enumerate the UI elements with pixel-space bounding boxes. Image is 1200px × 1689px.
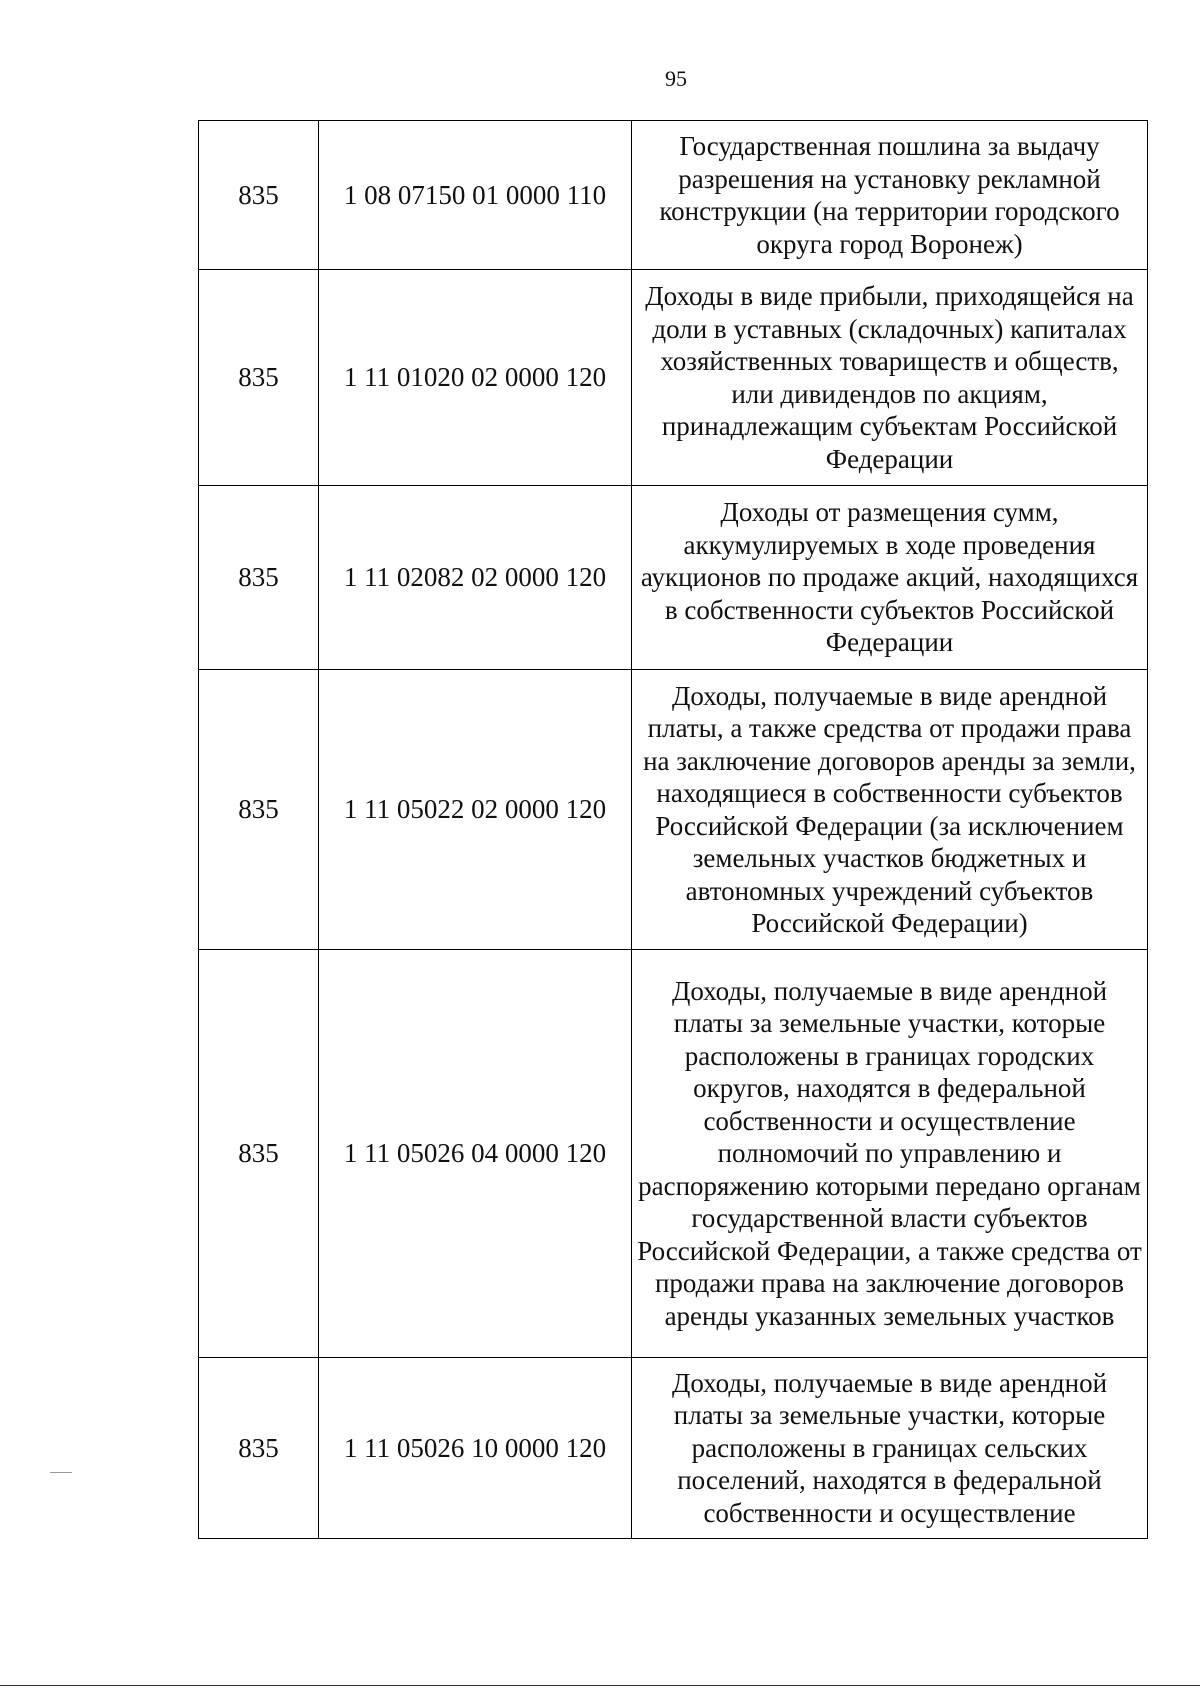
table-row bbox=[199, 1358, 1148, 1539]
budget-code-cell: 1 11 05022 02 0000 120 bbox=[319, 670, 632, 950]
table-row bbox=[199, 950, 1148, 1358]
admin-code-cell: 835 bbox=[199, 950, 319, 1358]
revenue-code-table bbox=[198, 120, 1148, 1539]
budget-code-cell: 1 11 02082 02 0000 120 bbox=[319, 486, 632, 670]
table-row bbox=[199, 486, 1148, 670]
description-cell: Доходы, получаемые в виде арендной платы, а также средства от продажи права на заключение договоров аренды за земли, находящиеся в собственности субъектов Российской Федерации (за исключением земельных участков бюджетных и автономных учреждений субъектов Российской Федерации) bbox=[632, 670, 1148, 950]
page-number: 95 bbox=[665, 66, 687, 91]
table-row bbox=[199, 670, 1148, 950]
budget-code-cell: 1 08 07150 01 0000 110 bbox=[319, 121, 632, 270]
description-cell: Доходы, получаемые в виде арендной платы за земельные участки, которые расположены в границах городских округов, находятся в федеральной собственности и осуществление полномочий по управлению и распоряжению которыми передано органам государственной власти субъектов Российской Федерации, а также средства от продажи права на заключение договоров аренды указанных земельных участков bbox=[632, 950, 1148, 1358]
margin-mark bbox=[50, 1472, 72, 1473]
description-cell: Доходы от размещения сумм, аккумулируемых в ходе проведения аукционов по продаже акций, находящихся в собственности субъектов Российской Федерации bbox=[632, 486, 1148, 670]
budget-code-cell: 1 11 05026 04 0000 120 bbox=[319, 950, 632, 1358]
page-bottom-rule bbox=[0, 1685, 1200, 1686]
table-row bbox=[199, 270, 1148, 486]
admin-code-cell: 835 bbox=[199, 270, 319, 486]
budget-code-cell: 1 11 05026 10 0000 120 bbox=[319, 1358, 632, 1539]
admin-code-cell: 835 bbox=[199, 670, 319, 950]
description-cell: Государственная пошлина за выдачу разрешения на установку рекламной конструкции (на территории городского округа город Воронеж) bbox=[632, 121, 1148, 270]
budget-code-cell: 1 11 01020 02 0000 120 bbox=[319, 270, 632, 486]
table-row bbox=[199, 121, 1148, 270]
description-cell: Доходы, получаемые в виде арендной платы за земельные участки, которые расположены в границах сельских поселений, находятся в федеральной собственности и осуществление bbox=[632, 1358, 1148, 1539]
admin-code-cell: 835 bbox=[199, 121, 319, 270]
admin-code-cell: 835 bbox=[199, 486, 319, 670]
description-cell: Доходы в виде прибыли, приходящейся на доли в уставных (складочных) капиталах хозяйственных товариществ и обществ, или дивидендов по акциям, принадлежащим субъектам Российской Федерации bbox=[632, 270, 1148, 486]
admin-code-cell: 835 bbox=[199, 1358, 319, 1539]
